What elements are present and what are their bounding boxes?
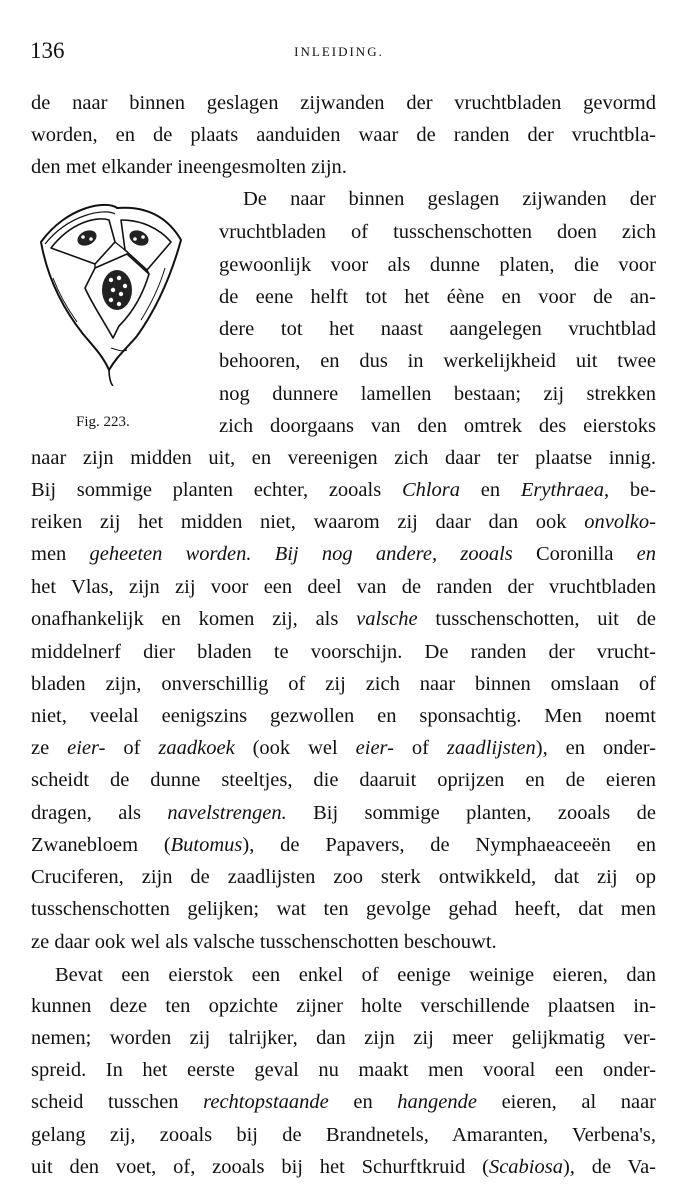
text-run: gelang zij, zooals bij de Brandnetels, Amaranten, Verbena's, <box>31 1124 656 1146</box>
text-run: (ook wel <box>234 737 356 759</box>
text-run: uit den voet, of, zooals bij het Schurftkruid ( <box>31 1156 489 1178</box>
text-run: ze <box>31 737 68 759</box>
text-line <box>219 216 656 248</box>
text-line <box>31 474 656 506</box>
text-line <box>31 700 656 732</box>
text-run: en <box>460 479 521 501</box>
text-run: dere tot het naast aangelegen vruchtblad <box>219 318 656 340</box>
text-line <box>31 1022 656 1054</box>
italic-term: Butomus <box>170 834 243 856</box>
text-run: het Vlas, zijn zij voor een deel van de randen der vruchtbladen <box>31 576 656 598</box>
text-line <box>31 990 656 1022</box>
text-line <box>219 378 656 410</box>
text-run: Bij sommige planten echter, zooals <box>31 479 402 501</box>
text-run: worden, en de plaats aanduiden waar de randen der vruchtbla- <box>31 124 656 146</box>
text-run: ), en onder- <box>535 737 657 759</box>
text-line <box>31 668 656 700</box>
italic-term: eier- <box>67 737 106 759</box>
text-run: scheidt de dunne steeltjes, die daaruit oprijzen en de eieren <box>31 769 656 791</box>
italic-term: zaadlijsten <box>446 737 536 759</box>
text-run: dragen, als <box>31 802 168 824</box>
italic-term: hangende <box>397 1091 477 1113</box>
text-line <box>31 1086 656 1118</box>
text-line <box>31 119 656 151</box>
text-line <box>31 151 656 183</box>
text-line <box>31 1119 656 1151</box>
text-line <box>31 603 656 635</box>
text-run: Coronilla <box>535 543 614 565</box>
text-line <box>31 87 656 119</box>
text-run: en <box>328 1091 398 1113</box>
text-line <box>31 829 656 861</box>
text-run: onafhankelijk en komen zij, als <box>31 608 357 630</box>
text-run: zich doorgaans van den omtrek des eierstoks <box>219 415 656 437</box>
italic-term: Scabiosa <box>488 1156 563 1178</box>
text-line <box>31 926 656 958</box>
text-line <box>31 959 656 991</box>
text-line <box>31 1054 656 1086</box>
text-run: gewoonlijk voor als dunne platen, die voor <box>219 254 656 276</box>
text-run: , be- <box>603 479 656 501</box>
text-line <box>219 345 656 377</box>
text-line <box>31 893 656 925</box>
text-line <box>219 183 656 215</box>
italic-term: onvolko- <box>584 511 656 533</box>
italic-term: rechtopstaande <box>203 1091 329 1113</box>
text-run: bladen zijn, onverschillig of zij zich naar binnen omslaan of <box>31 673 656 695</box>
text-line <box>31 442 656 474</box>
text-run: kunnen deze ten opzichte zijner holte verschillende plaatsen in- <box>31 995 656 1017</box>
text-run: Bij sommige planten, zooals de <box>286 802 656 824</box>
italic-term: Erythraea <box>520 479 604 501</box>
text-line <box>219 281 656 313</box>
page-number: 136 <box>30 38 65 63</box>
text-run: eieren, al naar <box>477 1091 656 1113</box>
running-head: INLEIDING. <box>294 44 384 59</box>
text-run: tusschenschotten gelijken; wat ten gevolge gehad heeft, dat men <box>31 898 656 920</box>
text-run: ), de Va- <box>562 1156 656 1178</box>
text-run: ze daar ook wel als valsche tusschenschotten beschouwt. <box>31 931 497 953</box>
text-run: of <box>393 737 447 759</box>
text-line <box>31 1151 656 1183</box>
text-line <box>31 636 656 668</box>
text-run: reiken zij het midden niet, waarom zij daar dan ook <box>31 511 585 533</box>
italic-term: navelstrengen. <box>167 802 287 824</box>
text-run: behooren, en dus in werkelijkheid uit twee <box>219 350 656 372</box>
text-line <box>31 506 656 538</box>
text-line <box>219 313 656 345</box>
text-run: nog dunnere lamellen bestaan; zij strekken <box>219 383 656 405</box>
text-run: de naar binnen geslagen zijwanden der vruchtbladen gevormd <box>31 92 656 114</box>
text-run: spreid. In het eerste geval nu maakt men vooral een onder- <box>31 1059 656 1081</box>
text-run: de eene helft tot het éène en voor de an- <box>219 286 656 308</box>
text-run: den met elkander ineengesmolten zijn. <box>31 156 347 178</box>
italic-term: valsche <box>356 608 418 630</box>
text-line <box>31 732 656 764</box>
text-line <box>219 249 656 281</box>
text-run: ), de Papavers, de Nymphaeaceeën en <box>242 834 656 856</box>
ovary-cross-section-figure <box>33 198 185 386</box>
text-run: Zwanebloem ( <box>31 834 171 856</box>
text-run: of <box>105 737 159 759</box>
text-line <box>31 797 656 829</box>
italic-term: zaadkoek <box>158 737 235 759</box>
figure-caption: Fig. 223. <box>76 414 130 430</box>
text-run: De naar binnen geslagen zijwanden der <box>243 188 656 210</box>
text-line <box>31 764 656 796</box>
text-run: scheid tusschen <box>31 1091 204 1113</box>
text-run: middelnerf dier bladen te voorschijn. De randen der vrucht- <box>31 641 656 663</box>
text-run: tusschenschotten, uit de <box>417 608 656 630</box>
text-line <box>31 571 656 603</box>
text-run: men <box>31 543 67 565</box>
text-run: naar zijn midden uit, en vereenigen zich daar ter plaatse innig. <box>31 447 656 469</box>
text-line <box>31 861 656 893</box>
text-run: niet, veelal eenigszins gezwollen en sponsachtig. Men noemt <box>31 705 656 727</box>
italic-term: en <box>613 543 657 565</box>
text-line <box>219 410 656 442</box>
text-run: nemen; worden zij talrijker, dan zijn zij meer gelijkmatig ver- <box>31 1027 656 1049</box>
text-run: Bevat een eierstok een enkel of eenige weinige eieren, dan <box>55 964 656 986</box>
text-run: Cruciferen, zijn de zaadlijsten zoo sterk ontwikkeld, dat zij op <box>31 866 656 888</box>
italic-term: geheeten worden. Bij nog andere, zooals <box>66 543 536 565</box>
text-run: vruchtbladen of tusschenschotten doen zich <box>219 221 656 243</box>
text-line <box>31 538 656 570</box>
page-header <box>0 38 678 68</box>
italic-term: eier- <box>355 737 394 759</box>
italic-term: Chlora <box>401 479 461 501</box>
